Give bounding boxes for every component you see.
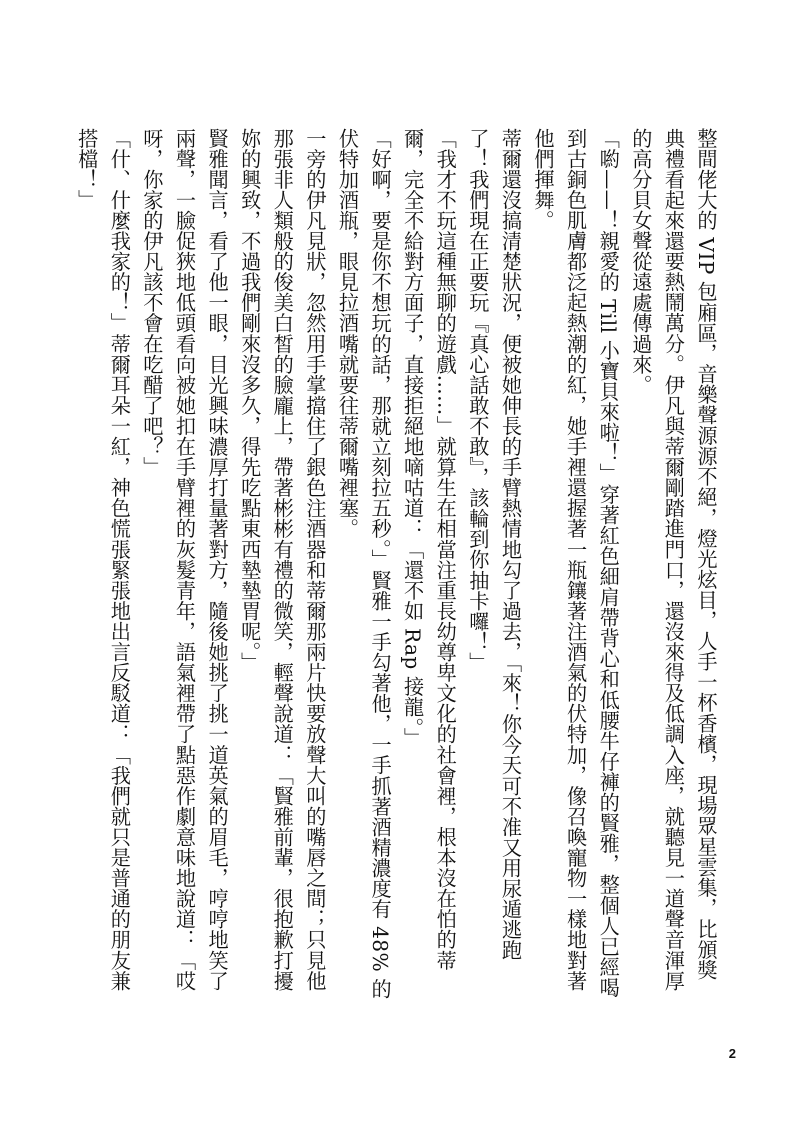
vertical-text-body bbox=[74, 128, 722, 1000]
paragraph: 賢雅聞言，看了他一眼，目光興味濃厚打量著對方，隨後她挑了挑一道英氣的眉毛，哼哼地笑了兩聲，一臉促狹地低頭看向被她扣在手臂裡的灰髮青年，語氣裡帶了點惡作劇意味地說道：「哎呀，你家的伊凡該不會在吃醋了吧？」 bbox=[139, 128, 230, 992]
page-number: 2 bbox=[728, 1046, 736, 1061]
paragraph: 蒂爾還沒搞清楚狀況，便被她伸長的手臂熱情地勾了過去，「來！你今天可不准又用尿遁逃跑了！我們現在正要玩『真心話敢不敢』，該輪到你抽卡囉！」 bbox=[465, 128, 523, 961]
paragraph: 整間佬大的 VIP 包廂區，音樂聲源源不絕，燈光炫目，人手一杯香檳，現場眾星雲集，比頒獎典禮看起來還要熱鬧萬分。伊凡與蒂爾剛踏進門口，還沒來得及低調入座，就聽見一道聲音渾厚的高分貝女聲從遠處傳過來。 bbox=[628, 128, 718, 992]
paragraph: 「什、什麼我家的！」蒂爾耳朵一紅，神色慌張緊張地出言反駁道：「我們就只是普通的朋友兼搭檔！」 bbox=[74, 128, 132, 992]
paragraph: 「我才不玩這種無聊的遊戲……」就算生在相當注重長幼尊卑文化的社會裡，根本沒在怕的蒂爾，完全不給對方面子，直接拒絕地嘀咕道：「還不如 Rap 接龍。」 bbox=[400, 128, 458, 971]
paragraph: 「喲——！親愛的 Till 小寶貝來啦！」穿著紅色細肩帶背心和低腰牛仔褲的賢雅，整個人已經喝到古銅色肌膚都泛起熱潮的紅，她手裡還握著一瓶鑲著注酒氣的伏特加，像召喚寵物一樣地對著他們揮舞。 bbox=[531, 128, 621, 998]
paragraph: 「好啊，要是你不想玩的話，那就立刻拉五秒。」賢雅一手勾著他，一手抓著酒精濃度有 48% 的伏特加酒瓶，眼見拉酒嘴就要往蒂爾嘴裡塞。 bbox=[335, 128, 393, 1000]
paragraph: 一旁的伊凡見狀，忽然用手掌擋住了銀色注酒器和蒂爾那兩片快要放聲大叫的嘴唇之間；只見他那張非人類般的俊美白皙的臉龐上，帶著彬彬有禮的微笑，輕聲說道：「賢雅前輩，很抱歉打擾妳的興致，不過我們剛來沒多久，得先吃點東西墊墊胃呢。」 bbox=[237, 128, 327, 992]
